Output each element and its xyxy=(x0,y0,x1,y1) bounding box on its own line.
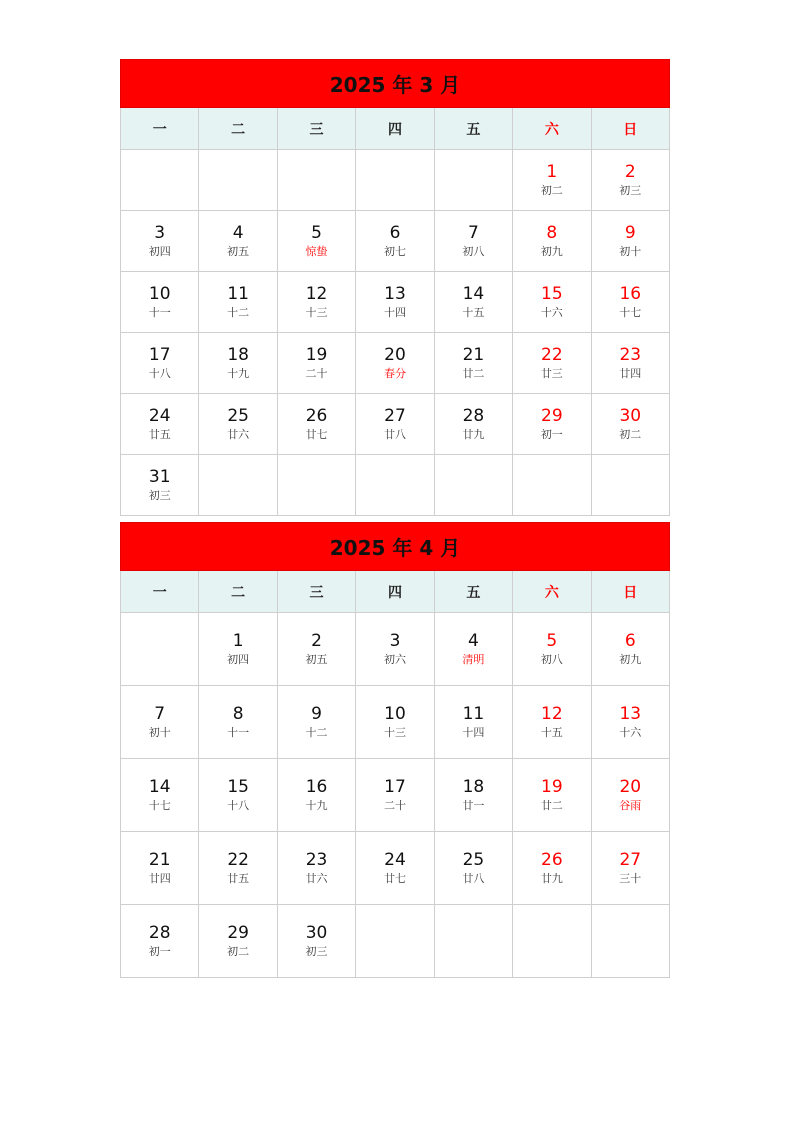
lunar-date-label: 初八 xyxy=(540,653,563,666)
day-number: 2 xyxy=(311,631,322,651)
lunar-date-label: 廿三 xyxy=(540,367,563,380)
lunar-date-label: 二十 xyxy=(383,799,406,812)
month-title: 2025 年 3 月 xyxy=(121,60,670,108)
day-number: 28 xyxy=(148,923,171,943)
day-cell xyxy=(199,905,277,978)
empty-day-cell xyxy=(121,150,199,211)
day-cell xyxy=(199,272,277,333)
day-cell xyxy=(199,333,277,394)
lunar-date-label: 廿七 xyxy=(305,428,328,441)
lunar-date-label: 十九 xyxy=(305,799,328,812)
month-title: 2025 年 4 月 xyxy=(121,523,670,571)
day-number: 12 xyxy=(541,704,563,724)
day-number: 30 xyxy=(619,406,642,426)
day-number: 2 xyxy=(624,162,636,182)
lunar-date-label: 初一 xyxy=(148,945,171,958)
lunar-date-label: 十二 xyxy=(305,726,328,739)
day-number: 7 xyxy=(154,704,166,724)
day-number: 29 xyxy=(541,406,563,426)
day-number: 18 xyxy=(462,777,485,797)
day-cell xyxy=(513,394,591,455)
lunar-date-label: 廿一 xyxy=(462,799,485,812)
day-number: 31 xyxy=(148,467,171,487)
solar-term-label: 清明 xyxy=(462,653,485,666)
lunar-date-label: 廿四 xyxy=(619,367,642,380)
day-cell xyxy=(513,613,591,686)
empty-day-cell xyxy=(434,150,512,211)
lunar-date-label: 二十 xyxy=(305,367,328,380)
day-cell xyxy=(356,832,434,905)
calendar-april xyxy=(120,522,670,978)
day-number: 9 xyxy=(311,704,322,724)
day-number: 30 xyxy=(305,923,328,943)
weekday-label: 日 xyxy=(591,108,669,150)
day-number: 3 xyxy=(389,631,401,651)
lunar-date-label: 初二 xyxy=(227,945,250,958)
day-number: 19 xyxy=(305,345,328,365)
day-number: 14 xyxy=(148,777,171,797)
day-cell xyxy=(434,686,512,759)
lunar-date-label: 廿六 xyxy=(227,428,250,441)
day-cell xyxy=(277,333,355,394)
day-number: 26 xyxy=(541,850,563,870)
day-cell xyxy=(277,613,355,686)
day-cell xyxy=(121,686,199,759)
day-cell xyxy=(199,211,277,272)
lunar-date-label: 廿九 xyxy=(540,872,563,885)
day-number: 25 xyxy=(462,850,485,870)
empty-day-cell xyxy=(591,905,669,978)
day-cell xyxy=(513,211,591,272)
day-cell xyxy=(277,759,355,832)
day-cell xyxy=(121,394,199,455)
lunar-date-label: 三十 xyxy=(619,872,642,885)
day-number: 21 xyxy=(462,345,485,365)
day-cell xyxy=(356,759,434,832)
day-cell xyxy=(277,686,355,759)
empty-day-cell xyxy=(199,150,277,211)
lunar-date-label: 初三 xyxy=(148,489,171,502)
day-number: 26 xyxy=(305,406,328,426)
day-number: 23 xyxy=(305,850,328,870)
day-number: 11 xyxy=(227,284,249,304)
day-cell xyxy=(199,832,277,905)
solar-term-label: 春分 xyxy=(383,367,406,380)
weekday-label: 四 xyxy=(356,571,434,613)
day-cell xyxy=(434,394,512,455)
day-cell xyxy=(591,613,669,686)
empty-day-cell xyxy=(356,905,434,978)
lunar-date-label: 十四 xyxy=(462,726,485,739)
lunar-date-label: 廿二 xyxy=(540,799,563,812)
weekday-label: 六 xyxy=(513,108,591,150)
lunar-date-label: 十一 xyxy=(148,306,171,319)
calendar-weeks xyxy=(121,613,670,978)
weekday-label: 三 xyxy=(277,108,355,150)
day-cell xyxy=(513,759,591,832)
lunar-date-label: 十六 xyxy=(540,306,563,319)
weekday-label: 一 xyxy=(121,108,199,150)
day-cell xyxy=(591,150,669,211)
day-number: 22 xyxy=(227,850,249,870)
day-number: 6 xyxy=(389,223,401,243)
day-number: 5 xyxy=(546,631,558,651)
weekday-label: 二 xyxy=(199,571,277,613)
week-row xyxy=(121,905,670,978)
day-cell xyxy=(434,211,512,272)
day-number: 18 xyxy=(227,345,249,365)
empty-day-cell xyxy=(199,455,277,516)
day-number: 27 xyxy=(384,406,406,426)
day-cell xyxy=(121,333,199,394)
day-number: 14 xyxy=(462,284,485,304)
day-cell xyxy=(277,211,355,272)
day-number: 24 xyxy=(384,850,406,870)
lunar-date-label: 廿五 xyxy=(227,872,250,885)
lunar-date-label: 初十 xyxy=(619,245,642,258)
day-cell xyxy=(356,333,434,394)
day-number: 4 xyxy=(467,631,479,651)
lunar-date-label: 初一 xyxy=(540,428,563,441)
weekday-label: 四 xyxy=(356,108,434,150)
empty-day-cell xyxy=(277,455,355,516)
weekday-header-row xyxy=(121,108,670,150)
day-cell xyxy=(591,832,669,905)
empty-day-cell xyxy=(513,905,591,978)
lunar-date-label: 初六 xyxy=(383,653,406,666)
lunar-date-label: 廿四 xyxy=(148,872,171,885)
day-cell xyxy=(591,272,669,333)
lunar-date-label: 初四 xyxy=(148,245,171,258)
week-row xyxy=(121,832,670,905)
empty-day-cell xyxy=(121,613,199,686)
weekday-label: 三 xyxy=(277,571,355,613)
day-number: 19 xyxy=(541,777,563,797)
empty-day-cell xyxy=(277,150,355,211)
lunar-date-label: 初三 xyxy=(305,945,328,958)
lunar-date-label: 廿二 xyxy=(462,367,485,380)
day-cell xyxy=(121,455,199,516)
day-cell xyxy=(199,613,277,686)
day-number: 8 xyxy=(546,223,558,243)
day-cell xyxy=(591,759,669,832)
day-number: 3 xyxy=(154,223,166,243)
day-cell xyxy=(513,333,591,394)
day-number: 8 xyxy=(232,704,244,724)
day-number: 5 xyxy=(311,223,322,243)
week-row xyxy=(121,211,670,272)
lunar-date-label: 十三 xyxy=(305,306,328,319)
day-cell xyxy=(199,759,277,832)
lunar-date-label: 初五 xyxy=(227,245,250,258)
lunar-date-label: 初二 xyxy=(619,428,642,441)
day-cell xyxy=(356,394,434,455)
day-number: 17 xyxy=(148,345,171,365)
lunar-date-label: 十二 xyxy=(227,306,250,319)
day-number: 16 xyxy=(305,777,328,797)
weekday-header-row xyxy=(121,571,670,613)
day-cell xyxy=(356,686,434,759)
lunar-date-label: 廿八 xyxy=(462,872,485,885)
day-number: 12 xyxy=(305,284,328,304)
lunar-date-label: 十六 xyxy=(619,726,642,739)
week-row xyxy=(121,613,670,686)
lunar-date-label: 初四 xyxy=(227,653,250,666)
day-number: 11 xyxy=(462,704,485,724)
week-row xyxy=(121,272,670,333)
day-cell xyxy=(356,272,434,333)
lunar-date-label: 初五 xyxy=(305,653,328,666)
lunar-date-label: 十八 xyxy=(148,367,171,380)
day-cell xyxy=(513,272,591,333)
weekday-label: 一 xyxy=(121,571,199,613)
day-number: 1 xyxy=(232,631,244,651)
day-number: 9 xyxy=(624,223,636,243)
week-row xyxy=(121,455,670,516)
day-number: 21 xyxy=(148,850,171,870)
calendar-weeks xyxy=(121,150,670,516)
lunar-date-label: 初九 xyxy=(619,653,642,666)
empty-day-cell xyxy=(434,905,512,978)
day-cell xyxy=(513,150,591,211)
day-cell xyxy=(591,394,669,455)
day-cell xyxy=(121,272,199,333)
weekday-label: 六 xyxy=(513,571,591,613)
day-cell xyxy=(277,394,355,455)
day-number: 1 xyxy=(546,162,558,182)
day-cell xyxy=(277,832,355,905)
day-cell xyxy=(513,686,591,759)
day-cell xyxy=(199,686,277,759)
empty-day-cell xyxy=(356,150,434,211)
day-number: 20 xyxy=(384,345,406,365)
solar-term-label: 惊蛰 xyxy=(305,245,328,258)
day-number: 24 xyxy=(148,406,171,426)
day-number: 13 xyxy=(619,704,642,724)
day-number: 20 xyxy=(619,777,642,797)
lunar-date-label: 十八 xyxy=(227,799,250,812)
empty-day-cell xyxy=(356,455,434,516)
lunar-date-label: 十四 xyxy=(383,306,406,319)
day-cell xyxy=(591,333,669,394)
day-number: 10 xyxy=(148,284,171,304)
day-cell xyxy=(121,211,199,272)
day-cell xyxy=(513,832,591,905)
day-cell xyxy=(434,333,512,394)
day-number: 17 xyxy=(384,777,406,797)
lunar-date-label: 十九 xyxy=(227,367,250,380)
lunar-date-label: 十五 xyxy=(462,306,485,319)
lunar-date-label: 廿六 xyxy=(305,872,328,885)
day-number: 13 xyxy=(384,284,406,304)
day-number: 22 xyxy=(541,345,563,365)
day-cell xyxy=(277,905,355,978)
day-number: 6 xyxy=(624,631,636,651)
lunar-date-label: 十七 xyxy=(148,799,171,812)
day-cell xyxy=(121,759,199,832)
weekday-label: 五 xyxy=(434,108,512,150)
lunar-date-label: 初十 xyxy=(148,726,171,739)
day-number: 29 xyxy=(227,923,249,943)
week-row xyxy=(121,686,670,759)
lunar-date-label: 十五 xyxy=(540,726,563,739)
lunar-date-label: 初九 xyxy=(540,245,563,258)
lunar-date-label: 廿九 xyxy=(462,428,485,441)
day-cell xyxy=(591,211,669,272)
weekday-label: 五 xyxy=(434,571,512,613)
day-cell xyxy=(434,832,512,905)
solar-term-label: 谷雨 xyxy=(619,799,642,812)
day-number: 25 xyxy=(227,406,249,426)
lunar-date-label: 初八 xyxy=(462,245,485,258)
week-row xyxy=(121,394,670,455)
lunar-date-label: 廿七 xyxy=(383,872,406,885)
day-number: 15 xyxy=(541,284,563,304)
day-number: 16 xyxy=(619,284,642,304)
lunar-date-label: 初七 xyxy=(383,245,406,258)
day-number: 15 xyxy=(227,777,249,797)
day-cell xyxy=(356,613,434,686)
day-cell xyxy=(277,272,355,333)
lunar-date-label: 十三 xyxy=(383,726,406,739)
day-cell xyxy=(199,394,277,455)
day-number: 23 xyxy=(619,345,642,365)
weekday-label: 日 xyxy=(591,571,669,613)
day-cell xyxy=(434,272,512,333)
day-cell xyxy=(121,832,199,905)
lunar-date-label: 廿八 xyxy=(383,428,406,441)
day-cell xyxy=(434,759,512,832)
day-number: 4 xyxy=(232,223,244,243)
day-number: 28 xyxy=(462,406,485,426)
empty-day-cell xyxy=(591,455,669,516)
lunar-date-label: 初二 xyxy=(540,184,563,197)
day-number: 27 xyxy=(619,850,642,870)
lunar-date-label: 廿五 xyxy=(148,428,171,441)
empty-day-cell xyxy=(513,455,591,516)
day-number: 7 xyxy=(467,223,479,243)
day-cell xyxy=(121,905,199,978)
day-cell xyxy=(356,211,434,272)
lunar-date-label: 十一 xyxy=(227,726,250,739)
day-number: 10 xyxy=(384,704,406,724)
week-row xyxy=(121,759,670,832)
week-row xyxy=(121,150,670,211)
day-cell xyxy=(434,613,512,686)
day-cell xyxy=(591,686,669,759)
calendar-march xyxy=(120,59,670,516)
lunar-date-label: 初三 xyxy=(619,184,642,197)
lunar-date-label: 十七 xyxy=(619,306,642,319)
week-row xyxy=(121,333,670,394)
empty-day-cell xyxy=(434,455,512,516)
weekday-label: 二 xyxy=(199,108,277,150)
